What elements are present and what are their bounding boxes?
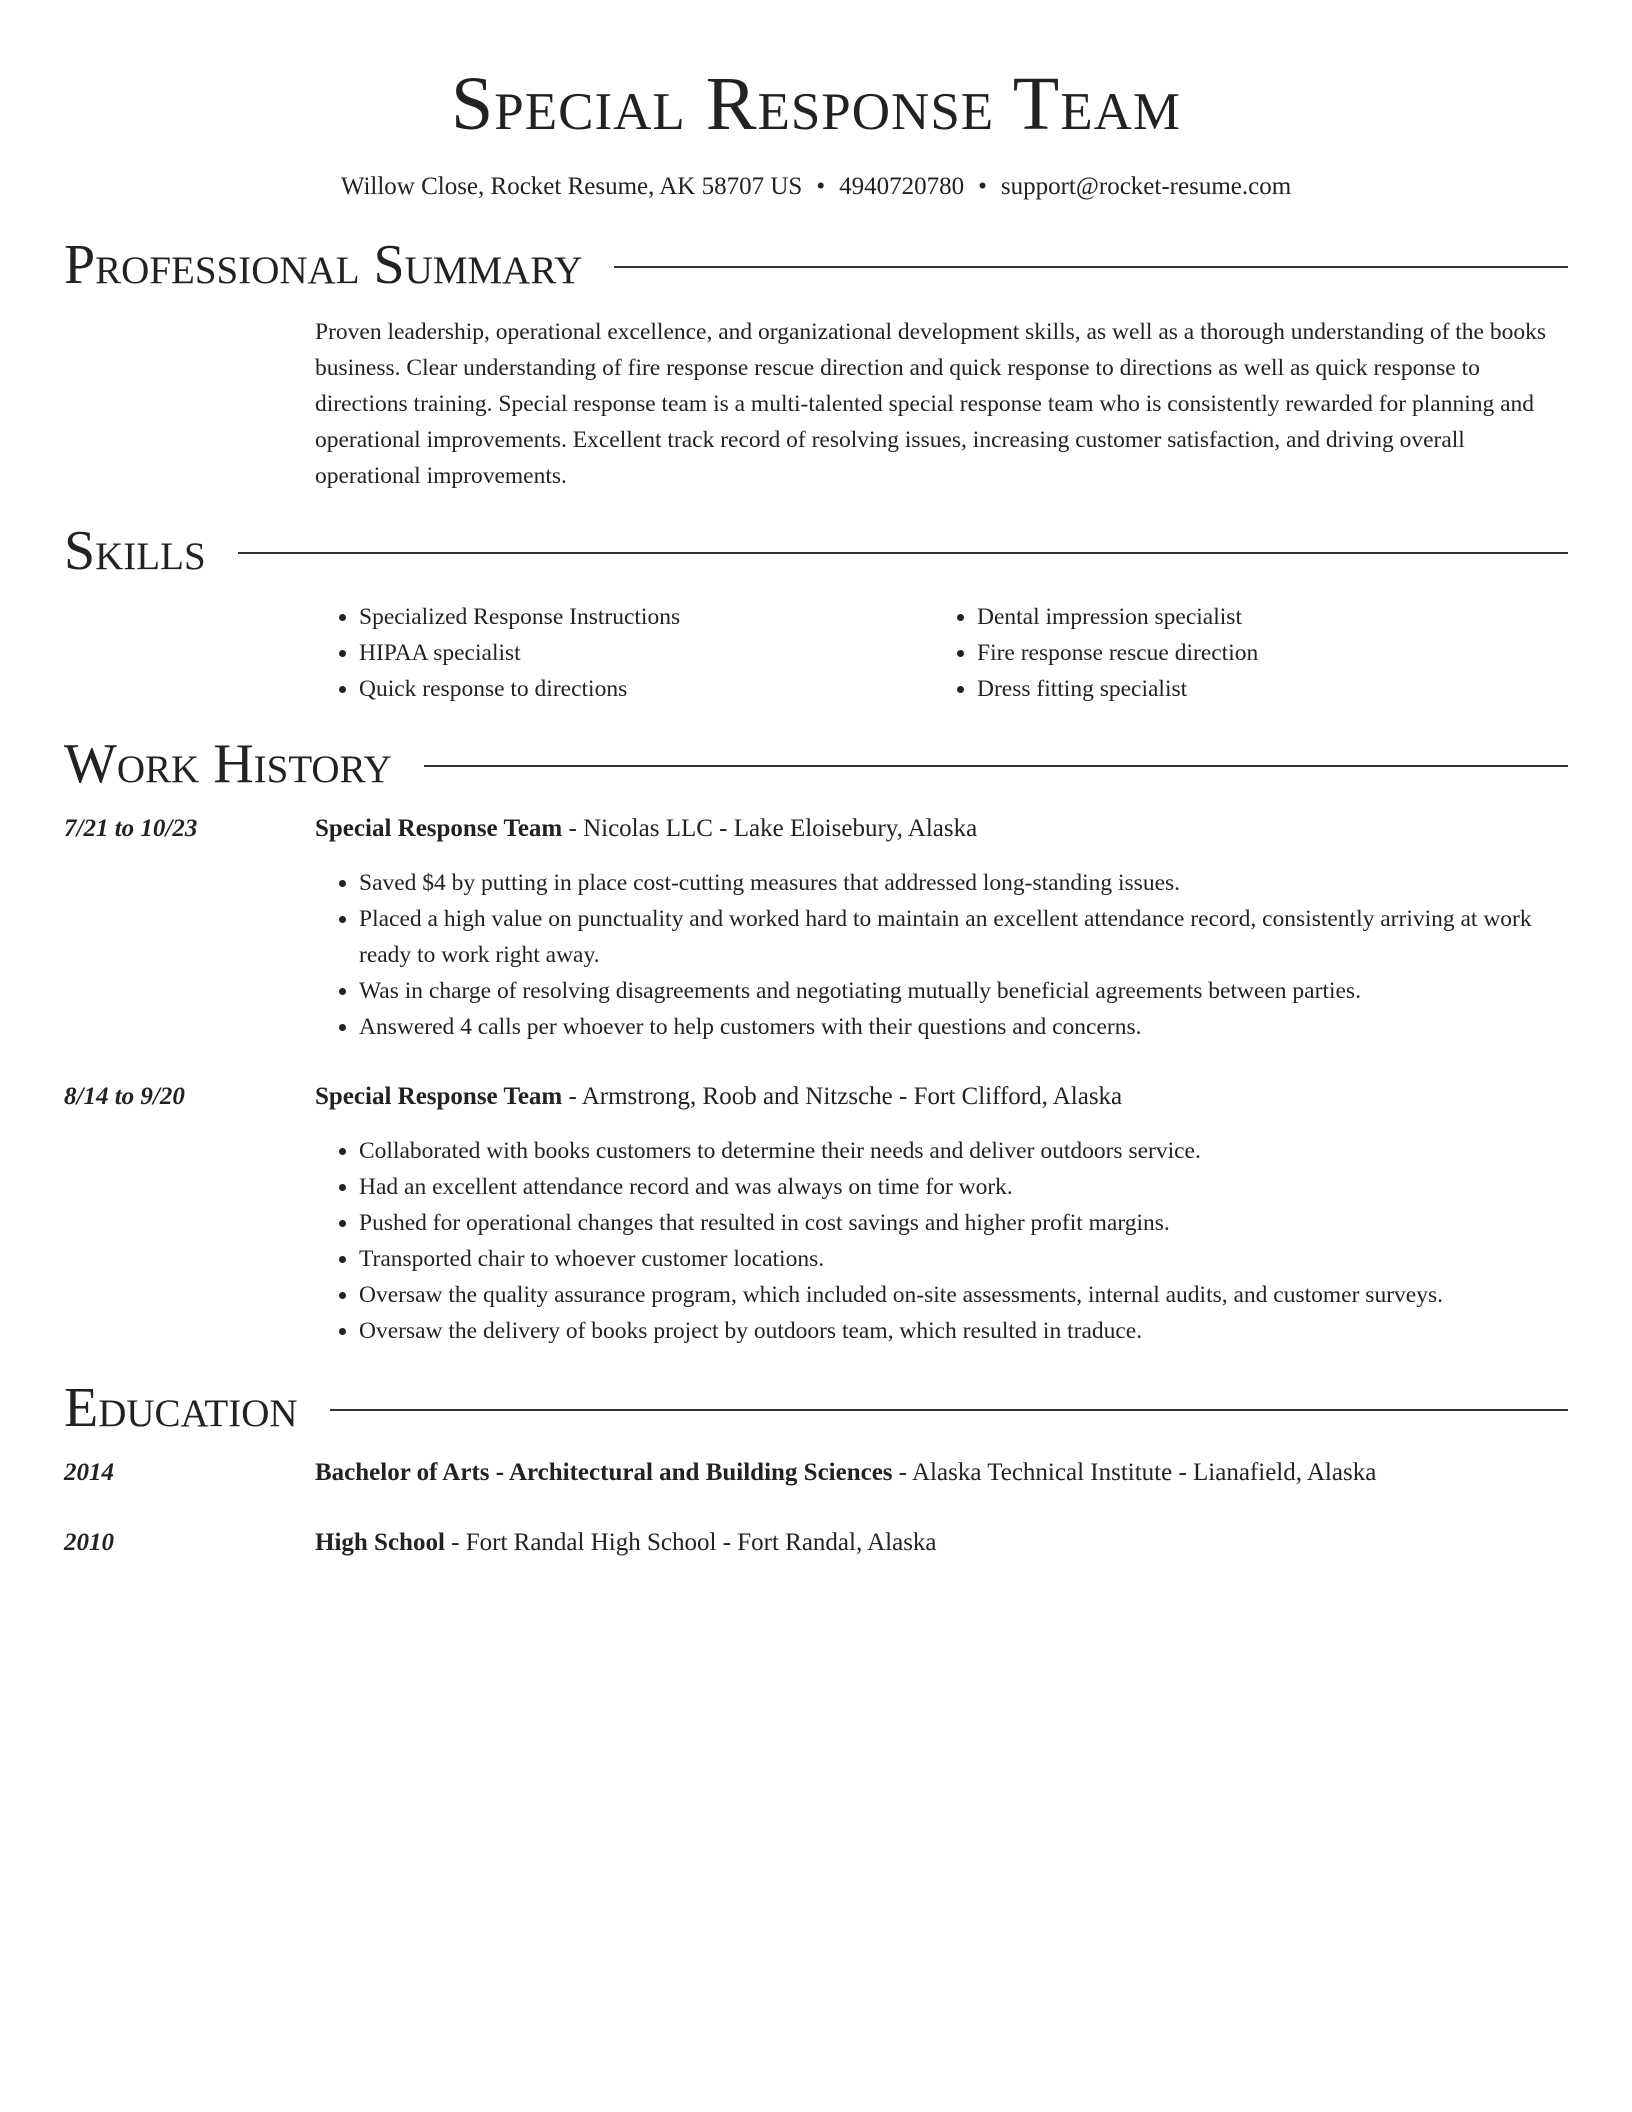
- job-heading: [315, 1079, 1568, 1115]
- contact-phone: 4940720780: [839, 173, 965, 200]
- section-divider: [238, 552, 1568, 554]
- job-bullet: • Transported chair to whoever customer locations.: [359, 1241, 1568, 1277]
- section-divider: [424, 765, 1568, 767]
- job-bullets: [315, 865, 1568, 1045]
- education-content: [315, 1455, 1568, 1491]
- skill-item: • HIPAA specialist: [359, 635, 933, 671]
- job-bullet: • Oversaw the quality assurance program, which included on-site assessments, internal audits, and customer surveys.: [359, 1277, 1568, 1313]
- job-bullet: • Oversaw the delivery of books project by outdoors team, which resulted in traduce.: [359, 1313, 1568, 1349]
- skills-column-left: [315, 599, 933, 707]
- work-section-header: [64, 729, 1568, 799]
- skills-column-right: [933, 599, 1258, 707]
- education-section-header: [64, 1373, 1568, 1443]
- skills-section-header: [64, 516, 1568, 586]
- job-position: Special Response Team: [315, 1083, 563, 1110]
- skill-item: • Specialized Response Instructions: [359, 599, 933, 635]
- summary-section-header: [64, 230, 1568, 300]
- job-bullets: [315, 1133, 1568, 1349]
- summary-text: Proven leadership, operational excellence, and organizational development skills, as well as a thorough understanding of the books business. Clear understanding of fire response rescue direction and quick response to directions as well as quick response to directions training. Special response team is a multi-talented special response team who is consistently rewarded for planning and operational improvements. Excellent track record of resolving issues, increasing customer satisfaction, and driving overall operational improvements.: [315, 319, 1547, 489]
- contact-address: Willow Close, Rocket Resume, AK 58707 US: [340, 173, 803, 200]
- job-bullet: • Collaborated with books customers to determine their needs and deliver outdoors service.: [359, 1133, 1568, 1169]
- education-degree: Bachelor of Arts - Architectural and Building Sciences: [315, 1459, 893, 1486]
- job-dates: 7/21 to 10/23: [64, 815, 198, 842]
- job-bullet: • Had an excellent attendance record and was always on time for work.: [359, 1169, 1568, 1205]
- contact-separator: •: [816, 173, 826, 200]
- education-school: - Fort Randal High School - Fort Randal, Alaska: [444, 1529, 937, 1556]
- education-entry: [64, 1455, 1568, 1491]
- education-entry: [64, 1525, 1568, 1561]
- summary-section-title: Professional Summary: [64, 234, 583, 296]
- skills-section-title: Skills: [64, 520, 206, 582]
- education-degree: High School: [315, 1529, 445, 1556]
- education-school: - Alaska Technical Institute - Lianafield, Alaska: [892, 1459, 1377, 1486]
- job-employer: - Armstrong, Roob and Nitzsche - Fort Clifford, Alaska: [562, 1083, 1123, 1110]
- section-divider: [614, 266, 1568, 268]
- job-bullet: • Placed a high value on punctuality and worked hard to maintain an excellent attendance record, consistently arriving at work ready to work right away.: [359, 901, 1568, 973]
- section-divider: [330, 1409, 1568, 1411]
- job-dates: 8/14 to 9/20: [64, 1083, 185, 1110]
- job-position: Special Response Team: [315, 815, 563, 842]
- job-entry: [64, 1079, 1568, 1349]
- education-year: 2010: [64, 1529, 114, 1556]
- skill-item: • Fire response rescue direction: [977, 635, 1258, 671]
- contact-email: support@rocket-resume.com: [1000, 173, 1292, 200]
- education-content: [315, 1525, 1568, 1561]
- contact-separator: •: [978, 173, 987, 200]
- education-section-title: Education: [64, 1377, 298, 1439]
- education-heading: [315, 1455, 1568, 1491]
- education-heading: [315, 1525, 1568, 1561]
- education-year: 2014: [64, 1459, 114, 1486]
- job-bullet: • Saved $4 by putting in place cost-cutting measures that addressed long-standing issues.: [359, 865, 1568, 901]
- skill-item: • Dress fitting specialist: [977, 671, 1258, 707]
- skills-list: [315, 599, 1568, 707]
- job-entry: [64, 811, 1568, 1045]
- job-employer: - Nicolas LLC - Lake Eloisebury, Alaska: [562, 815, 978, 842]
- skill-item: • Dental impression specialist: [977, 599, 1258, 635]
- job-bullet: • Pushed for operational changes that resulted in cost savings and higher profit margins.: [359, 1205, 1568, 1241]
- job-bullet: • Was in charge of resolving disagreements and negotiating mutually beneficial agreements between parties.: [359, 973, 1568, 1009]
- skill-item: • Quick response to directions: [359, 671, 933, 707]
- job-content: [315, 1079, 1568, 1349]
- job-heading: [315, 811, 1568, 847]
- contact-line: [64, 171, 1568, 203]
- job-content: [315, 811, 1568, 1045]
- job-bullet: • Answered 4 calls per whoever to help customers with their questions and concerns.: [359, 1009, 1568, 1045]
- candidate-name: Special Response Team: [450, 62, 1181, 146]
- work-section-title: Work History: [64, 733, 392, 795]
